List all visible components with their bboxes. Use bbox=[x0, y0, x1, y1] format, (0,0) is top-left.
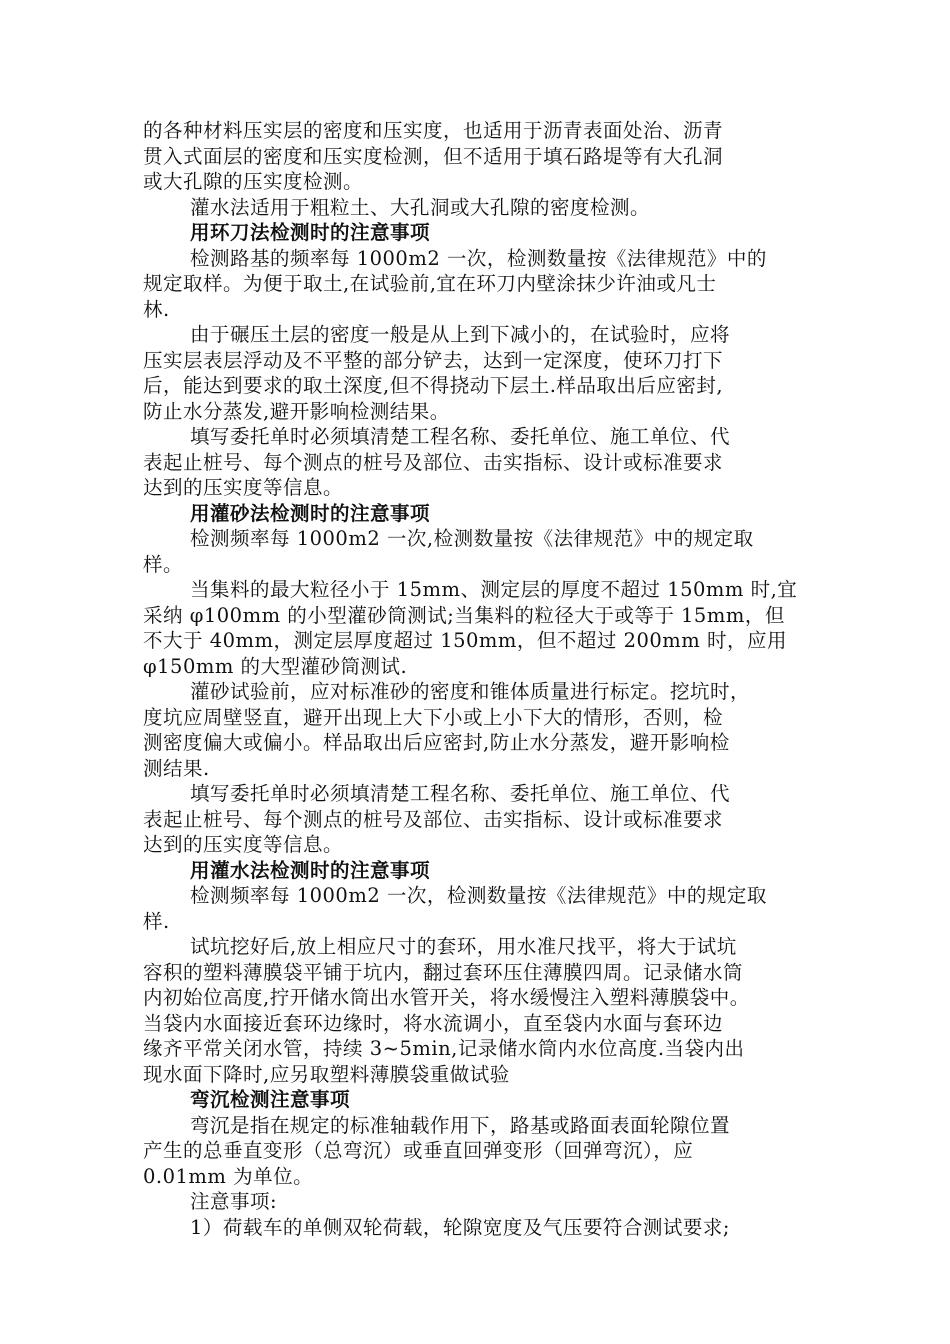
text-line: 内初始位高度,拧开储水筒出水管开关，将水缓慢注入塑料薄膜袋中。 bbox=[143, 986, 750, 1009]
text-line: 后，能达到要求的取土深度,但不得挠动下层土.样品取出后应密封, bbox=[143, 374, 724, 397]
text-line: 林. bbox=[143, 297, 170, 321]
text-line: 注意事项: bbox=[190, 1190, 278, 1213]
text-line: 检测频率每 1000m2 一次,检测数量按《法律规范》中的规定取 bbox=[190, 527, 754, 550]
text-line: 容积的塑料薄膜袋平铺于坑内，翻过套环压住薄膜四周。记录储水筒 bbox=[143, 960, 744, 984]
text-line: 现水面下降时,应另取塑料薄膜袋重做试验 bbox=[143, 1062, 510, 1086]
text-line: 由于碾压土层的密度一般是从上到下减小的，在试验时，应将 bbox=[190, 323, 731, 346]
text-line: 缘齐平常关闭水管，持续 3~5min,记录储水筒内水位高度.当袋内出 bbox=[143, 1037, 745, 1060]
text-line: 的各种材料压实层的密度和压实度，也适用于沥青表面处治、沥青 bbox=[143, 119, 724, 142]
text-line: 度坑应周壁竖直，避开出现上大下小或上小下大的情形，否则，检 bbox=[143, 705, 724, 729]
text-line: 试坑挖好后,放上相应尺寸的套环，用水准尺找平，将大于试坑 bbox=[190, 935, 737, 958]
text-line: 表起止桩号、每个测点的桩号及部位、击实指标、设计或标准要求 bbox=[143, 807, 724, 831]
section-heading: 用环刀法检测时的注意事项 bbox=[190, 221, 431, 244]
text-line: 采纳 φ100mm 的小型灌砂筒测试;当集料的粒径大于或等于 15mm，但 bbox=[143, 603, 785, 627]
text-line: 1）荷载车的单侧双轮荷载，轮隙宽度及气压要符合测试要求; bbox=[190, 1215, 730, 1239]
text-line: 当袋内水面接近套环边缘时，将水流调小，直至袋内水面与套环边 bbox=[143, 1011, 724, 1035]
text-line: 防止水分蒸发,避开影响检测结果。 bbox=[143, 399, 450, 423]
text-line: 达到的压实度等信息。 bbox=[143, 833, 344, 856]
text-line: 规定取样。为便于取土,在试验前,宜在环刀内壁涂抹少许油或凡士 bbox=[143, 272, 717, 295]
text-line: 灌水法适用于粗粒土、大孔洞或大孔隙的密度检测。 bbox=[190, 195, 651, 219]
text-line: 表起止桩号、每个测点的桩号及部位、击实指标、设计或标准要求 bbox=[143, 450, 724, 474]
section-heading: 用灌水法检测时的注意事项 bbox=[190, 858, 431, 882]
text-line: 检测频率每 1000m2 一次，检测数量按《法律规范》中的规定取 bbox=[190, 884, 767, 907]
text-line: 检测路基的频率每 1000m2 一次，检测数量按《法律规范》中的 bbox=[190, 246, 767, 270]
text-line: 灌砂试验前，应对标准砂的密度和锥体质量进行标定。挖坑时， bbox=[190, 680, 751, 703]
text-line: 或大孔隙的压实度检测。 bbox=[143, 170, 364, 193]
text-line: 产生的总垂直变形（总弯沉）或垂直回弹变形（回弹弯沉），应 bbox=[143, 1139, 694, 1162]
text-line: 填写委托单时必须填清楚工程名称、委托单位、施工单位、代 bbox=[190, 782, 731, 805]
text-line: 当集料的最大粒径小于 15mm、测定层的厚度不超过 150mm 时,宜 bbox=[190, 578, 798, 601]
text-line: 测结果. bbox=[143, 756, 210, 780]
text-line: 样. bbox=[143, 909, 170, 933]
text-line: 不大于 40mm，测定层厚度超过 150mm，但不超过 200mm 时，应用 bbox=[143, 629, 787, 652]
text-line: 0.01mm 为单位。 bbox=[143, 1164, 314, 1188]
text-line: 压实层表层浮动及不平整的部分铲去，达到一定深度，使环刀打下 bbox=[143, 348, 724, 372]
text-line: 测密度偏大或偏小。样品取出后应密封,防止水分蒸发，避开影响检 bbox=[143, 731, 730, 754]
text-line: 样。 bbox=[143, 552, 184, 576]
section-heading: 用灌砂法检测时的注意事项 bbox=[190, 501, 431, 525]
text-line: 贯入式面层的密度和压实度检测，但不适用于填石路堤等有大孔洞 bbox=[143, 144, 724, 168]
text-line: 弯沉是指在规定的标准轴载作用下，路基或路面表面轮隙位置 bbox=[190, 1113, 731, 1137]
text-line: φ150mm 的大型灌砂筒测试. bbox=[143, 654, 408, 678]
section-heading: 弯沉检测注意事项 bbox=[190, 1088, 351, 1111]
text-line: 填写委托单时必须填清楚工程名称、委托单位、施工单位、代 bbox=[190, 425, 731, 448]
text-line: 达到的压实度等信息。 bbox=[143, 476, 344, 499]
